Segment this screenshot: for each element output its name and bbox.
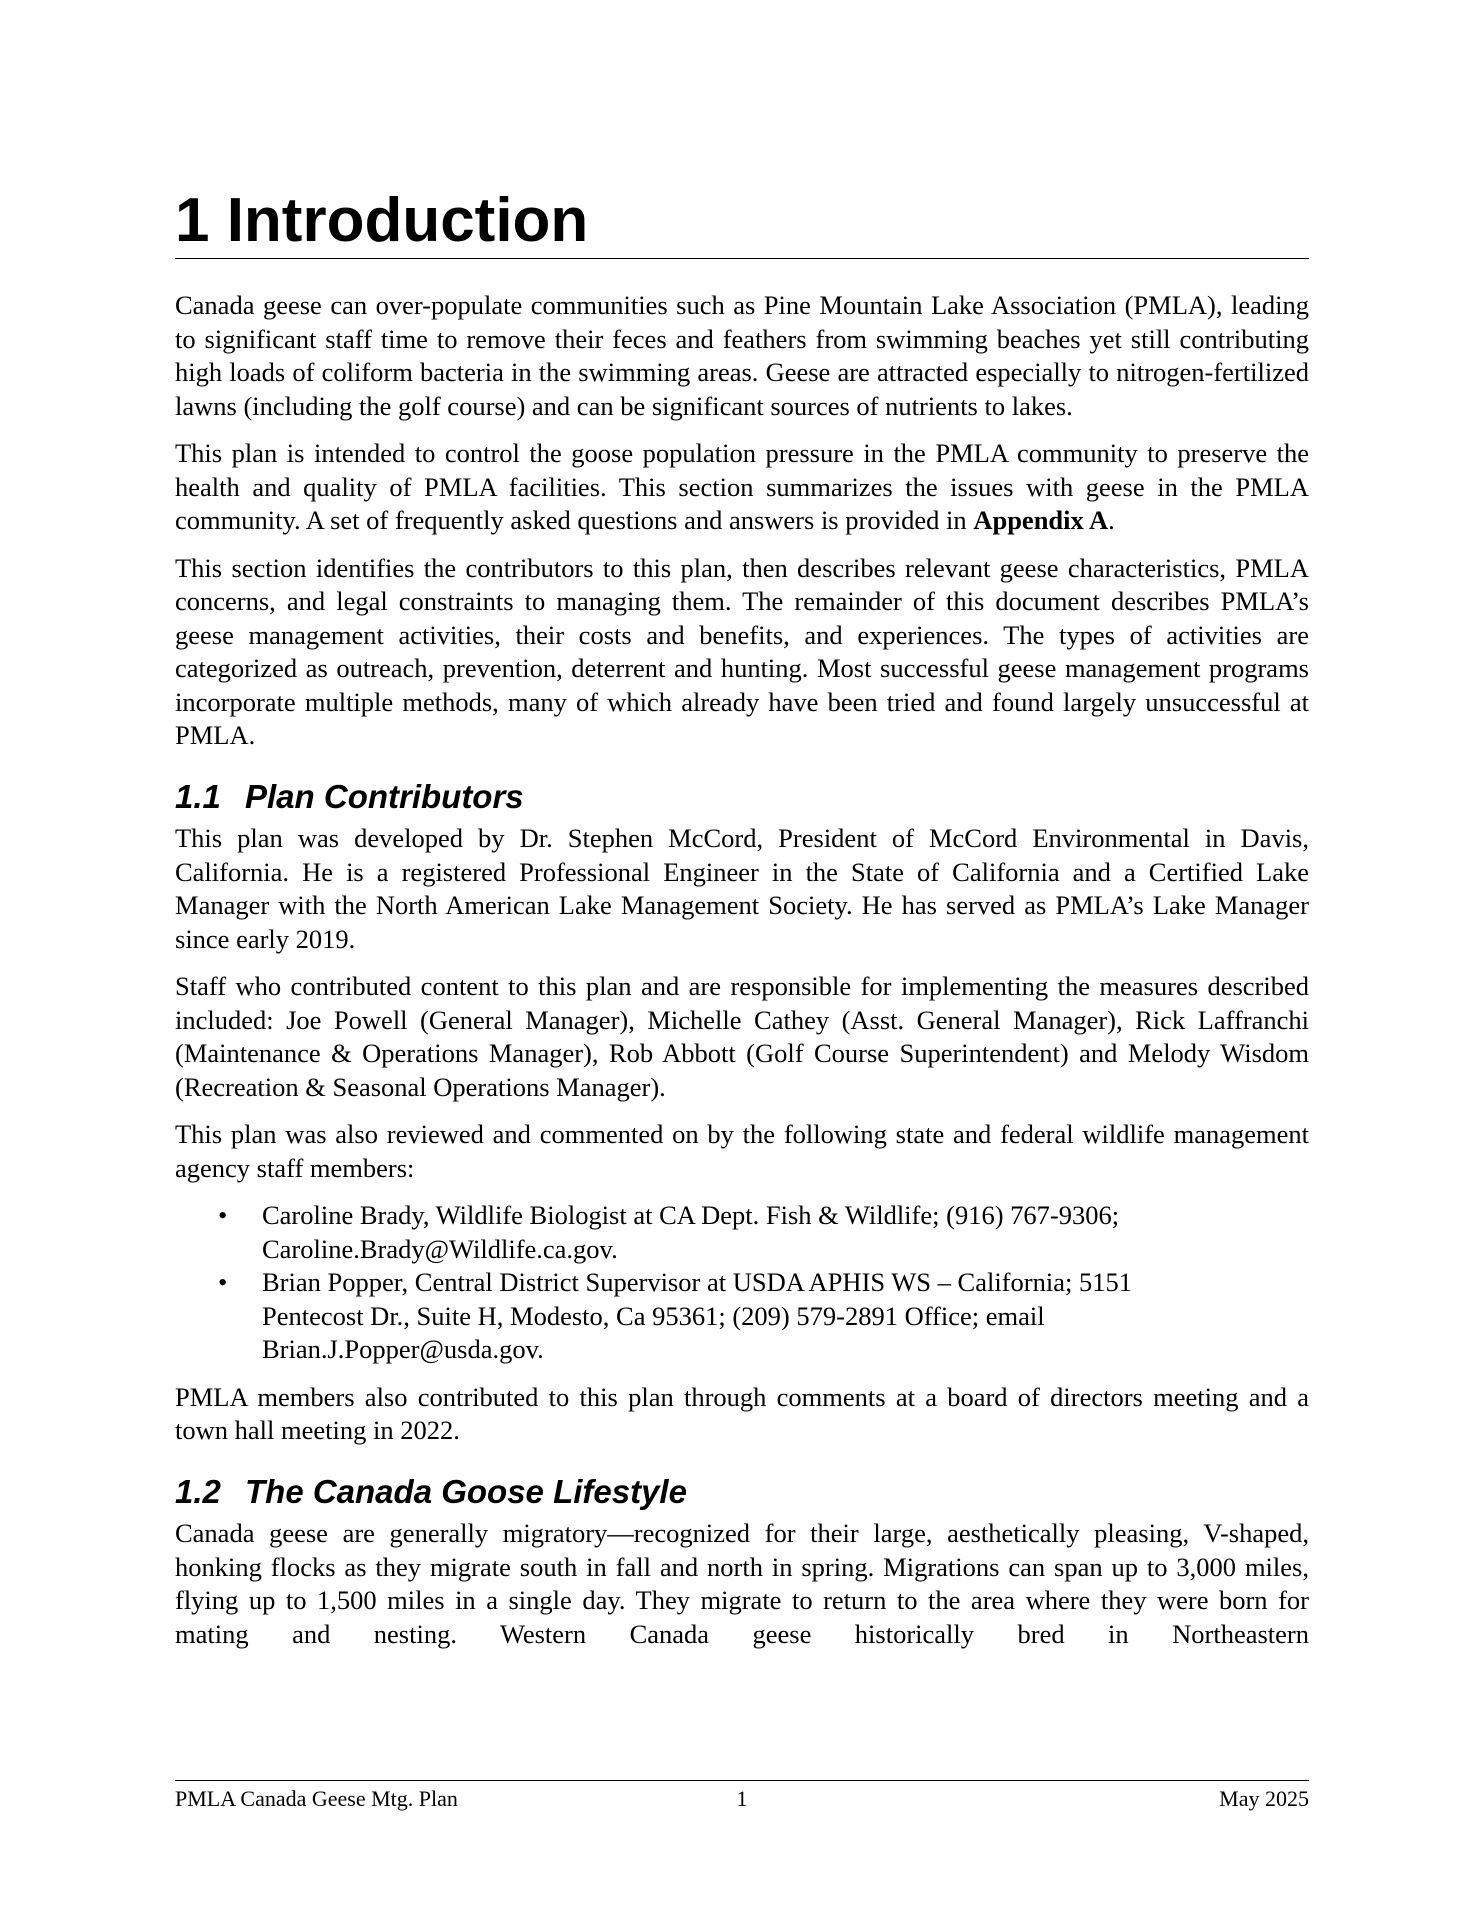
page-footer [175,1780,1309,1811]
contributors-paragraph-1: This plan was developed by Dr. Stephen McCord, President of McCord Environmental in Davis, California. He is a registered Professional Engineer in the State of California and a Certified Lake Manager with the North American Lake Management Society. He has served as PMLA’s Lake Manager since early 2019. [175,823,1309,954]
section-number: 1.2 [175,1472,221,1510]
chapter-heading: 1 Introduction [175,190,1309,259]
lifestyle-paragraph-1: Canada geese are generally migratory—recognized for their large, aesthetically pleasing, V-shaped, honking flocks as they migrate south in fall and north in spring. Migrations can span up to 3,000 miles, flying up to 1,500 miles in a single day. They migrate to return to the area where they were born for mating and nesting. Western Canada geese historically bred in Northeastern [175,1518,1309,1649]
intro-paragraph-2 [175,437,1309,538]
reviewer-line: Pentecost Dr., Suite H, Modesto, Ca 95361; (209) 579-2891 Office; email [262,1300,1045,1331]
reviewer-line: Brian Popper, Central District Supervisor at USDA APHIS WS – California; 5151 [262,1267,1132,1298]
section-number: 1.1 [175,777,221,815]
contributors-paragraph-3: This plan was also reviewed and commented on by the following state and federal wildlife management agency staff members: [175,1119,1309,1183]
section-title: The Canada Goose Lifestyle [245,1472,687,1510]
page-content [175,186,1309,1665]
appendix-a-reference: Appendix A [973,505,1109,535]
reviewer-email: Brian.J.Popper@usda.gov. [262,1334,544,1365]
list-item [262,1266,1309,1367]
intro-paragraph-2-text: This plan is intended to control the goose population pressure in the PMLA community to preserve the health and quality of PMLA facilities. This section summarizes the issues with geese in the PMLA community. A set of frequently asked questions and answers is provided in [175,438,1309,535]
list-item [262,1199,1309,1266]
reviewer-line: Caroline Brady, Wildlife Biologist at CA Dept. Fish & Wildlife; (916) 767-9306; [262,1200,1120,1231]
intro-paragraph-1: Canada geese can over-populate communities such as Pine Mountain Lake Association (PMLA), leading to significant staff time to remove their feces and feathers from swimming beaches yet still contributing high loads of coliform bacteria in the swimming areas. Geese are attracted especially to nitrogen-fertilized lawns (including the golf course) and can be significant sources of nutrients to lakes. [175,290,1309,421]
intro-paragraph-3: This section identifies the contributors to this plan, then describes relevant geese characteristics, PMLA concerns, and legal constraints to managing them. The remainder of this document describes PMLA’s geese management activities, their costs and benefits, and experiences. The types of activities are categorized as outreach, prevention, deterrent and hunting. Most successful geese management programs incorporate multiple methods, many of which already have been tried and found largely unsuccessful at PMLA. [175,552,1309,750]
section-heading-goose-lifestyle [175,1472,1309,1512]
contributors-paragraph-4: PMLA members also contributed to this plan through comments at a board of directors meeting and a town hall meeting in 2022. [175,1381,1309,1446]
footer-document-title: PMLA Canada Geese Mtg. Plan [175,1786,458,1811]
contributors-paragraph-2: Staff who contributed content to this plan and are responsible for implementing the measures described included: Joe Powell (General Manager), Michelle Cathey (Asst. General Manager), Rick Laffranchi (Maintenance & Operations Manager), Rob Abbott (Golf Course Superintendent) and Melody Wisdom (Recreation & Seasonal Operations Manager). [175,971,1309,1102]
reviewer-email: Caroline.Brady@Wildlife.ca.gov. [262,1233,618,1264]
reviewer-list [175,1199,1309,1367]
section-heading-plan-contributors [175,777,1309,817]
footer-date: May 2025 [1219,1786,1309,1811]
intro-paragraph-2-end: . [1108,505,1115,535]
section-title: Plan Contributors [245,777,524,815]
footer-page-number: 1 [736,1786,748,1811]
